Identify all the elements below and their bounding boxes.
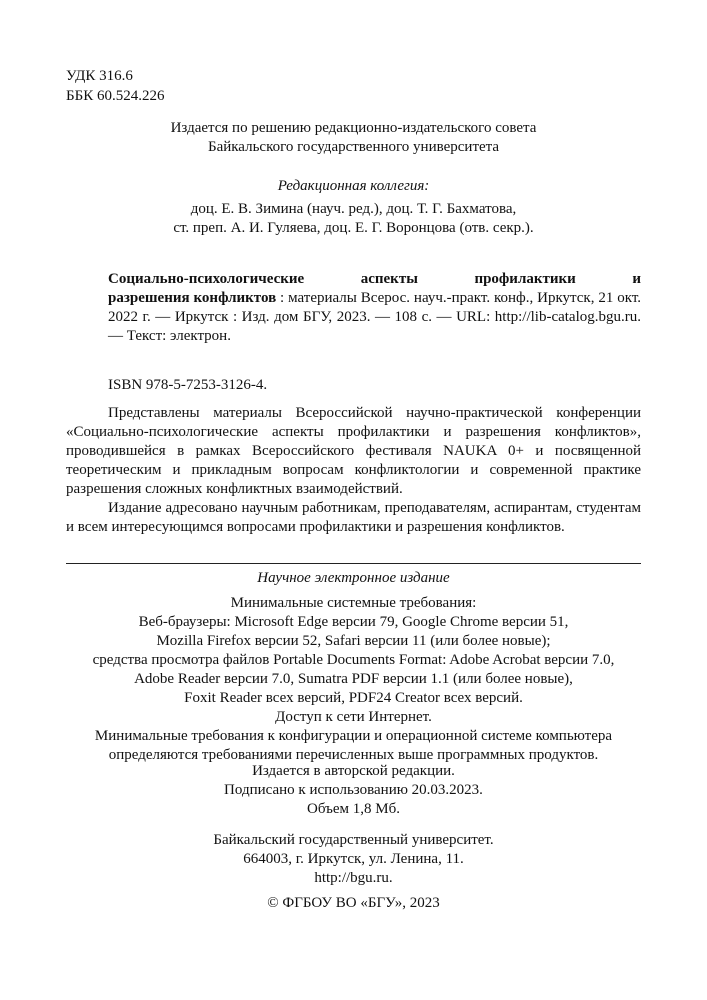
editorial-board-title: Редакционная коллегия: bbox=[277, 178, 430, 194]
edition-note-line: Объем 1,8 Мб. bbox=[307, 801, 400, 817]
sysreq-line: Минимальные системные требования: bbox=[230, 595, 477, 611]
edition-type: Научное электронное издание bbox=[257, 570, 450, 586]
bib-details: : материалы Всерос. науч.-практ. конф., Иркутск, 21 окт. 2022 г. — Иркутск : Изд. дом БГУ, 2023. — 108 с. — URL: http://lib-catalog.bgu.ru. — Текст: электрон. bbox=[108, 290, 641, 344]
section-divider bbox=[66, 563, 641, 564]
copyright-notice: © ФГБОУ ВО «БГУ», 2023 bbox=[267, 895, 440, 911]
sysreq-line: определяются требованиями перечисленных выше программных продуктов. bbox=[108, 747, 599, 763]
abstract-paragraph: Представлены материалы Всероссийской научно-практической конференции «Социально-психологические аспекты профилактики и разрешения конфликтов», проводившейся в рамках Всероссийского фестиваля NAUKA 0+ и посвященной теоретическим и прикладным вопросам конфликтологии и современной практике разрешения сложных конфликтных взаимодействий. bbox=[66, 405, 641, 497]
publisher-decision bbox=[66, 119, 641, 157]
bib-title-line-2: разрешения конфликтов bbox=[108, 290, 277, 306]
bbk-code: ББК 60.524.226 bbox=[66, 88, 165, 104]
system-requirements bbox=[66, 594, 641, 765]
university-address: 664003, г. Иркутск, ул. Ленина, 11. bbox=[243, 851, 464, 867]
university-website: http://bgu.ru. bbox=[314, 870, 393, 886]
sysreq-line: Веб-браузеры: Microsoft Edge версии 79, Google Chrome версии 51, bbox=[138, 614, 569, 630]
sysreq-line: Foxit Reader всех версий, PDF24 Creator всех версий. bbox=[184, 690, 523, 706]
editorial-member-line: ст. преп. А. И. Гуляева, доц. Е. Г. Воронцова (отв. секр.). bbox=[173, 220, 534, 236]
abstract-paragraph: Издание адресовано научным работникам, преподавателям, аспирантам, студентам и всем интересующимся вопросами профилактики и разрешения конфликтов. bbox=[66, 500, 641, 535]
udk-code: УДК 316.6 bbox=[66, 68, 133, 84]
university-contacts bbox=[66, 831, 641, 888]
sysreq-line: Mozilla Firefox версии 52, Safari версии 11 (или более новые); bbox=[156, 633, 551, 649]
abstract bbox=[66, 404, 641, 537]
bib-title-line-1: Социально-психологические аспекты профилактики и bbox=[108, 271, 641, 287]
sysreq-line: Доступ к сети Интернет. bbox=[275, 709, 432, 725]
publisher-decision-line: Издается по решению редакционно-издательского совета bbox=[170, 120, 537, 136]
classification-codes bbox=[66, 66, 641, 106]
edition-notes bbox=[66, 762, 641, 819]
editorial-board-members bbox=[66, 200, 641, 238]
sysreq-line: средства просмотра файлов Portable Documents Format: Adobe Acrobat версии 7.0, bbox=[92, 652, 615, 668]
sysreq-line: Adobe Reader версии 7.0, Sumatra PDF версии 1.1 (или более новые), bbox=[134, 671, 573, 687]
editorial-member-line: доц. Е. В. Зимина (науч. ред.), доц. Т. Г. Бахматова, bbox=[190, 201, 517, 217]
isbn: ISBN 978-5-7253-3126-4. bbox=[108, 377, 268, 393]
university-name: Байкальский государственный университет. bbox=[213, 832, 494, 848]
edition-note-line: Издается в авторской редакции. bbox=[252, 763, 455, 779]
sysreq-line: Минимальные требования к конфигурации и операционной системе компьютера bbox=[94, 728, 613, 744]
edition-note-line: Подписано к использованию 20.03.2023. bbox=[224, 782, 483, 798]
bibliographic-record bbox=[108, 270, 641, 346]
publisher-decision-line: Байкальского государственного университета bbox=[207, 139, 500, 155]
